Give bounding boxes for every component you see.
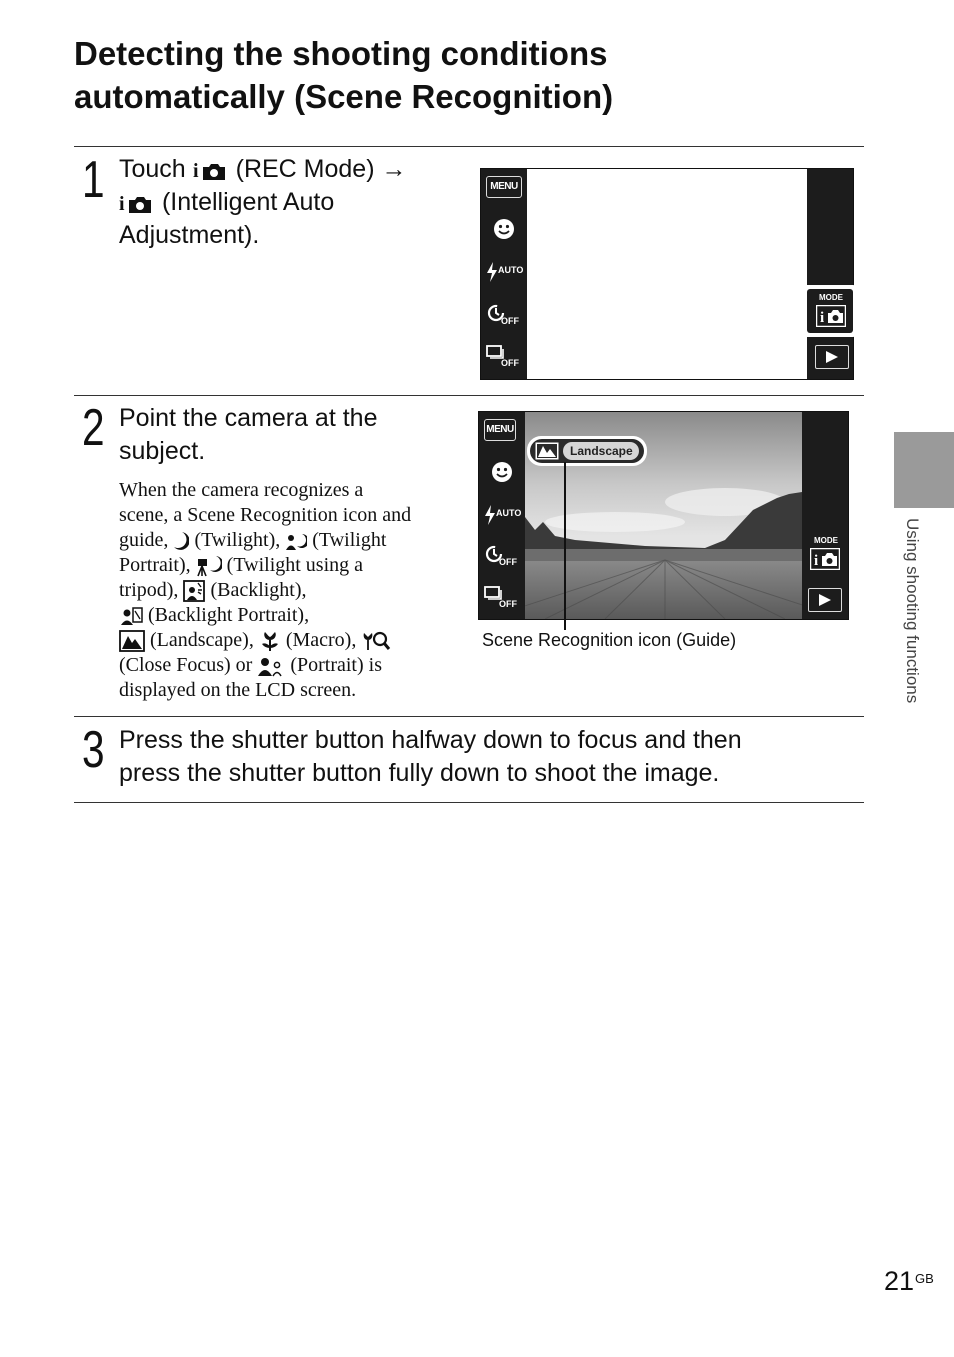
camera-screen-2 bbox=[478, 411, 849, 620]
desc-line-5 bbox=[119, 578, 454, 603]
desc-text: guide, bbox=[119, 529, 174, 551]
camera-screen-1 bbox=[480, 168, 854, 380]
section-tab-label: Using shooting functions bbox=[903, 518, 922, 704]
section-tab bbox=[894, 432, 954, 508]
step-2-description bbox=[119, 478, 454, 703]
flash-mode-label: AUTO bbox=[496, 508, 522, 518]
scene-recognition-guide bbox=[530, 439, 644, 463]
flash-auto-button[interactable] bbox=[486, 261, 526, 283]
intelligent-auto-icon bbox=[193, 159, 229, 181]
desc-text: tripod), bbox=[119, 579, 184, 601]
callout-line bbox=[564, 462, 566, 630]
mode-button[interactable] bbox=[802, 532, 848, 576]
desc-line-7 bbox=[119, 628, 454, 653]
play-icon bbox=[818, 593, 832, 607]
step-2-line-1: Point the camera at the bbox=[119, 404, 378, 432]
desc-text: (Macro), bbox=[280, 629, 362, 651]
divider-step3 bbox=[74, 716, 864, 717]
mode-label: MODE bbox=[814, 536, 838, 545]
step-1-number: 1 bbox=[82, 151, 103, 209]
smile-shutter-icon[interactable] bbox=[492, 217, 516, 241]
landscape-icon bbox=[119, 630, 145, 652]
desc-text: (Twilight bbox=[307, 529, 387, 551]
title-line-1: Detecting the shooting conditions bbox=[74, 35, 608, 72]
desc-line-4 bbox=[119, 553, 454, 578]
desc-text: (Portrait) is bbox=[285, 654, 382, 676]
right-toolbar bbox=[807, 169, 853, 379]
divider-step2 bbox=[74, 395, 864, 396]
burst-button[interactable] bbox=[486, 345, 526, 371]
twilight-icon bbox=[173, 531, 189, 551]
twilight-tripod-icon bbox=[196, 555, 222, 577]
scene-guide-text: Landscape bbox=[570, 444, 633, 458]
step-1-text-d: Adjustment). bbox=[119, 221, 260, 249]
desc-text: (Twilight using a bbox=[221, 554, 364, 576]
intelligent-auto-icon bbox=[119, 192, 155, 214]
svg-text:i: i bbox=[814, 553, 819, 569]
menu-button[interactable]: MENU bbox=[486, 176, 522, 198]
mode-label: MODE bbox=[819, 293, 843, 302]
title-line-2: automatically (Scene Recognition) bbox=[74, 78, 614, 115]
twilight-portrait-icon bbox=[285, 531, 307, 551]
desc-text: (Backlight Portrait), bbox=[143, 604, 310, 626]
page-title bbox=[74, 32, 854, 118]
play-icon bbox=[825, 350, 839, 364]
mode-button[interactable] bbox=[807, 289, 853, 333]
self-timer-label: OFF bbox=[501, 316, 519, 326]
desc-text: (Close Focus) or bbox=[119, 654, 258, 676]
portrait-icon bbox=[257, 655, 285, 677]
desc-line-8 bbox=[119, 653, 454, 678]
smile-shutter-icon[interactable] bbox=[490, 460, 514, 484]
desc-line-1: When the camera recognizes a bbox=[119, 479, 364, 501]
flash-icon bbox=[486, 262, 498, 282]
backlight-portrait-icon bbox=[119, 605, 143, 627]
desc-line-6 bbox=[119, 603, 454, 628]
playback-button[interactable] bbox=[808, 588, 842, 612]
step-3-line-2: press the shutter button fully down to shoot the image. bbox=[119, 759, 720, 787]
step-3-line-1: Press the shutter button halfway down to focus and then bbox=[119, 726, 742, 754]
step-2-line-2: subject. bbox=[119, 437, 206, 465]
step-2-number: 2 bbox=[82, 399, 103, 457]
divider-top bbox=[74, 146, 864, 147]
desc-text: (Landscape), bbox=[145, 629, 259, 651]
step-1-text-c: (Intelligent Auto bbox=[155, 188, 335, 216]
step-3-number: 3 bbox=[82, 721, 103, 779]
step-1-instruction bbox=[119, 153, 459, 252]
playback-button[interactable] bbox=[815, 345, 849, 369]
svg-text:i: i bbox=[119, 193, 125, 215]
self-timer-button[interactable] bbox=[484, 544, 524, 570]
desc-line-2: scene, a Scene Recognition icon and bbox=[119, 504, 412, 526]
self-timer-label: OFF bbox=[499, 557, 517, 567]
svg-text:i: i bbox=[820, 310, 825, 326]
step-3-instruction bbox=[119, 724, 859, 790]
landscape-icon bbox=[535, 442, 559, 460]
step-2-instruction bbox=[119, 402, 459, 468]
divider-bottom bbox=[74, 802, 864, 803]
flash-icon bbox=[484, 505, 496, 525]
burst-label: OFF bbox=[499, 599, 517, 609]
left-toolbar bbox=[479, 412, 525, 619]
burst-button[interactable] bbox=[484, 586, 524, 612]
page-suffix: GB bbox=[915, 1271, 934, 1286]
desc-text: Portrait), bbox=[119, 554, 196, 576]
desc-text: (Backlight), bbox=[205, 579, 307, 601]
svg-text:i: i bbox=[192, 160, 199, 182]
intelligent-auto-icon bbox=[816, 305, 846, 327]
intelligent-auto-icon bbox=[810, 548, 840, 570]
page-number: 21 bbox=[884, 1266, 915, 1296]
step-1-text-a: Touch bbox=[119, 155, 193, 183]
burst-label: OFF bbox=[501, 358, 519, 368]
desc-text: (Twilight), bbox=[189, 529, 286, 551]
menu-button[interactable]: MENU bbox=[484, 419, 516, 441]
step-1-text-b: (REC Mode) → bbox=[228, 155, 407, 183]
self-timer-button[interactable] bbox=[486, 303, 526, 329]
desc-line-9: displayed on the LCD screen. bbox=[119, 679, 357, 701]
backlight-icon bbox=[183, 580, 205, 602]
left-toolbar bbox=[481, 169, 527, 379]
scene-recognition-caption: Scene Recognition icon (Guide) bbox=[482, 630, 737, 650]
right-toolbar bbox=[802, 412, 848, 619]
flash-mode-label: AUTO bbox=[498, 265, 524, 275]
close-focus-icon bbox=[361, 630, 391, 652]
desc-line-3 bbox=[119, 528, 454, 553]
macro-icon bbox=[259, 630, 281, 652]
flash-auto-button[interactable] bbox=[484, 504, 524, 526]
